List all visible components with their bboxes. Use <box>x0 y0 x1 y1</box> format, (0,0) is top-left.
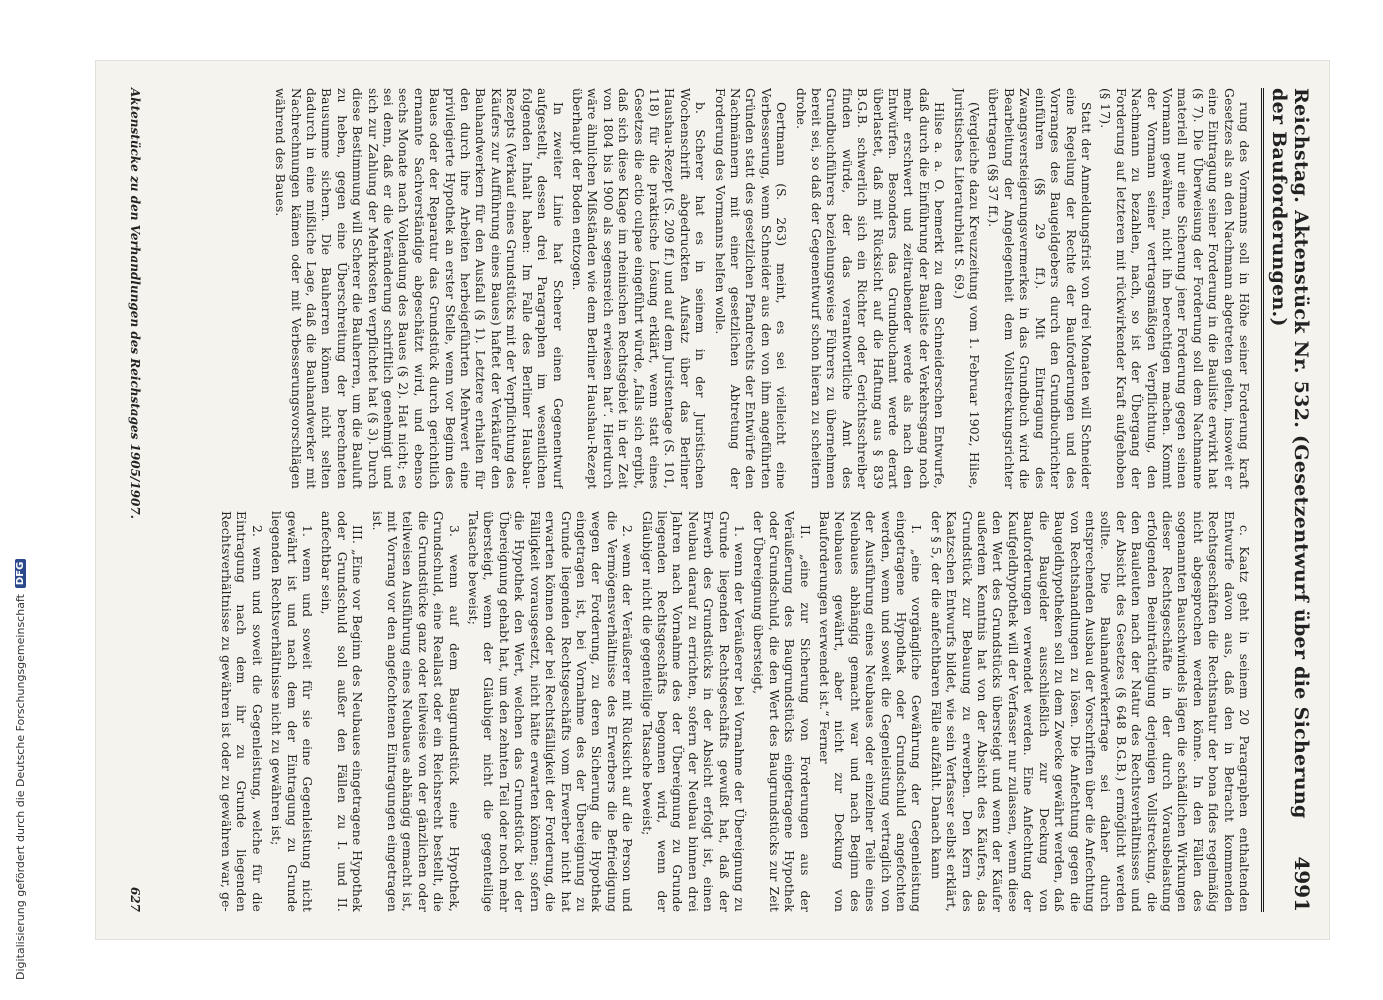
paragraph: b. Scherer hat es in seinem in der Juristischen Wochenschrift abgedruckten Aufsatz über das Berliner Haushau-Rezept (S. 209 ff.) und auf dem Juristentage (S. 101, 118) für die praktische Lösung erklärt, wenn statt eines Gesetzes die actio culpae eingeführt würde, „falls sich ergibt, daß sich diese Klage im rheinischen Rechtsgebiet in der Zeit von 1804 bis 1900 als segensreich erwiesen hat“. Hierdurch wäre ähnlichen Mißständen wie dem Berliner Haushau-Rezept überhaupt der Boden entzogen. <box>569 88 708 489</box>
text-columns <box>156 88 1251 912</box>
paragraph: 2. wenn der Veräußerer mit Rücksicht auf die Person und die Vermögensverhältnisse des Erwerbers die Befriedigung wegen der Forderung, zu deren Sicherung die Hypothek eingetragen ist, bei Vornahme des der Übereignung zu Grunde liegenden Rechtsgeschäfts vom Erwerber nicht hat erwarten können oder bei Rechtsfälligkeit der Forderung, die Fälligkeit vorausgesetzt, nicht hätte erwarten können; sofern die Hypothek den Wert, welchen das Grundstück bei der Übereignung gehabt hat, um den zehnten Teil oder noch mehr übersteigt, wenn der Gläubiger nicht die gegenteilige Tatsache beweist; <box>466 511 635 912</box>
text-column-right <box>156 511 1251 912</box>
paragraph: Hilse a. a. O. bemerkt zu dem Schneiderschen Entwurfe, daß durch die Einführung der Bauliste der Verkehrsgang noch mehr erschwert und zeitraubender werde als nach den Entwürfen. Besonders das Grundbuchamt werde derart überlastet, daß mit Rücksicht auf die Haftung aus § 839 B.G.B. schwerlich sich ein Richter oder Gerichtsschreiber finden würde, der das verantwortliche Amt des Grundbuchführers beziehungsweise Führers zu übernehmen bereit sei, so daß der Gegenentwurf schon hieran zu scheitern drohe. <box>793 88 947 489</box>
paragraph: rung des Vormanns soll in Höhe seiner Forderung kraft Gesetzes als an den Nachmann abgetreten gelten, insoweit er eine Eintragung seiner Forderung in die Bauliste erwirkt hat (§ 7). Die Überweisung der Forderung soll dem Nachmanne materiell nur eine Sicherung jener Forderung gegen seinen Vormann gewähren, nicht ihn berechtigen machen. Kommt der Vormann seiner vertragsmäßigen Verpflichtung, den Nachmann zu bezahlen, nach, so ist der Übergang der Forderung auf letzteren mit rückwirkender Kraft aufgehoben (§ 17). <box>1098 88 1251 489</box>
paragraph: c. Kaatz geht in seinem 20 Paragraphen enthaltenden Entwurfe davon aus, daß den in Betracht kommenden Rechtsgeschäften die Rechtsnatur der bona fides regelmäßig nicht abgesprochen werden könne. In den Fällen des sogenannten Bauschwindels lägen die schädlichen Wirkungen dieser Rechtsgeschäfte in der durch Vorausbelastung erfolgenden Beeinträchtigung derjenigen Vollstreckung, die den Bauleuten nach der Natur des Rechtsverhältnisses und der Absicht des Gesetzes (§ 648 B.G.B.) ermöglicht werden sollte. Die Bauhandwerkerfrage sei daher durch entsprechenden Ausbau der Vorschriften über die Anfechtung von Rechtshandlungen zu lösen. Die Anfechtung gegen die Baugeldhypotheken soll zu dem Zwecke gewährt werden, daß die Baugelder ausschließlich zur Deckung von Bauforderungen verwendet werden. Eine Anfechtung der Kaufgeldhypothek will der Verfasser nur zulassen, wenn diese den Wert des Grundstücks übersteigt und wenn der Käufer außerdem Kenntnis hat von der Absicht des Käufers, das Grundstück zur Bebauung zu erwerben. Den Kern des Kaatzschen Entwurfs bildet, wie sein Verfasser selbst erklärt, der § 5, der die anfechtbaren Fälle aufzählt. Danach kann <box>928 511 1251 912</box>
paragraph: 1. wenn und soweit für sie eine Gegenleistung nicht gewährt ist und nach dem der Eintragung zu Grunde liegenden Rechtsverhältnisse nicht zu gewähren ist; <box>269 511 315 912</box>
paragraph: I. „eine vorgängliche Gewährung der Gegenleistung eingetragene Hypothek oder Grundschuld angefochten werden, wenn und soweit die Gegenleistung vertraglich von der Ausführung eines Neubaues oder einzelner Teile eines Neubaues abhängig gemacht war und nach Beginn des Neubaues gewährt, aber nicht zur Deckung von Bauforderungen verwendet ist.“ Ferner <box>817 511 924 912</box>
page-content <box>95 60 1330 940</box>
page-header <box>1261 88 1314 912</box>
paragraph: 3. wenn auf dem Baugrundstück eine Hypothek, Grundschuld, eine Reallast oder ein Reichsrecht bestellt, die die Grundstücke ganz oder teilweise von der gänzlichen oder teilweisen Ausführung eines Neubaues abhängig gemacht ist, mit Vorrang vor den angefochtenen Eintragungen eingetragen ist. <box>369 511 461 912</box>
text-column-left <box>156 88 1251 489</box>
paragraph: 1. wenn der Veräußerer bei Vornahme der Übereignung zu Grunde liegenden Rechtsgeschäfts gewußt hat, daß der Erwerb des Grundstücks in der Absicht erfolgt ist, einen Neubau darauf zu errichten, sofern der Neubau binnen drei Jahren nach Vornahme des der Übereignung zu Grunde liegenden Rechtsgeschäfts begonnen wird, wenn der Gläubiger nicht die gegenteilige Tatsache beweist; <box>639 511 746 912</box>
dfg-logo-icon: DFG <box>15 559 26 588</box>
page-title: Reichstag. Aktenstück Nr. 532. (Gesetzentwurf über die Sicherung der Bauforderungen.) <box>1268 88 1312 819</box>
paragraph: (Vergleiche dazu Kreuzzeitung vom 1. Februar 1902, Hilse, Juristisches Literaturblatt S. 69.) <box>951 88 982 489</box>
page-number: 4991 <box>1290 856 1314 912</box>
footer-page-number: 627 <box>128 886 142 912</box>
paragraph: Oertmann (S. 263) meint, es sei vielleicht eine Verbesserung, wenn Schneider aus den von ihm angeführten Gründen statt des gesetzlichen Pfandrechts der Entwürfe den Nachmännern mit einer gesetzlichen Abtretung der Forderung des Vormanns helfen wolle. <box>712 88 789 489</box>
paragraph: In zweiter Linie hat Scherer einen Gegenentwurf aufgestellt, dessen drei Paragraphen im wesentlichen folgenden Inhalt haben: Im Falle des Berliner Hausbau-Rezepts (Verkauf eines Grundstücks mit der Verpflichtung des Käufers zur Aufführung eines Baues) haftet der Verkäufer den Bauhandwerkern für den Ausfall (§ 1). Letztere erhalten für den durch ihre Arbeiten herbeigeführten Mehrwert eine privilegierte Hypothek an erster Stelle, wenn vor Beginn des Baues oder der Reparatur das Grundstück durch gerichtlich ernannte Sachverständige abgeschätzt wird, und ebenso sechs Monate nach Vollendung des Baues (§ 2). Hat nicht; es sei denn, daß er die Veränderung schriftlich genehmigt und sich zur Zahlung der Mehrkosten verpflichtet hat (§ 3). Durch diese Bestimmung will Scherer die Bauherren, um die Bauluft zu heben, gegen eine Überschreitung der berechneten Bausumme sichern. Die Bauherren können nicht selten dadurch in eine mißliche Lage, daß die Bauhandwerker mit Nachrechnungen kämen oder mit Verbesserungsvorschlägen während des Baues. <box>273 88 565 489</box>
page-footer <box>128 88 142 912</box>
paragraph: III. „Eine vor Beginn des Neubaues eingetragene Hypothek oder Grundschuld soll außer den Fällen zu I. und II. anfechtbar sein, <box>319 511 365 912</box>
footer-source: Aktenstücke zu den Verhandlungen des Reichstages 1905/1907. <box>128 88 142 519</box>
paragraph: Statt der Anmeldungsfrist von drei Monaten will Schneider eine Regelung der Rechte der Bauforderungen und des Vorranges des Baugeldgebers durch den Grundbuchrichter einführen (§§ 29 ff.). Mit Eintragung des Zwangsversteigerungsvermerkes in das Grundbuch wird die Bearbeitung der Angelegenheit dem Vollstreckungsrichter übertragen (§§ 37 ff.). <box>986 88 1093 489</box>
paragraph: 2. wenn und soweit die Gegenleistung, welche für die Eintragung nach dem ihr zu Grunde liegenden Rechtsverhältnisse zu gewähren ist oder zu gewähren war, ge- <box>219 511 264 912</box>
digitization-note <box>14 559 27 980</box>
paragraph: II. „eine zur Sicherung von Forderungen aus der Veräußerung des Baugrundstücks eingetragene Hypothek oder Grundschuld, die den Wert des Baugrundstücks zur Zeit der Übereignung übersteigt, <box>751 511 812 912</box>
digitization-text: Digitalisierung gefördert durch die Deutsche Forschungsgemeinschaft <box>14 594 27 980</box>
